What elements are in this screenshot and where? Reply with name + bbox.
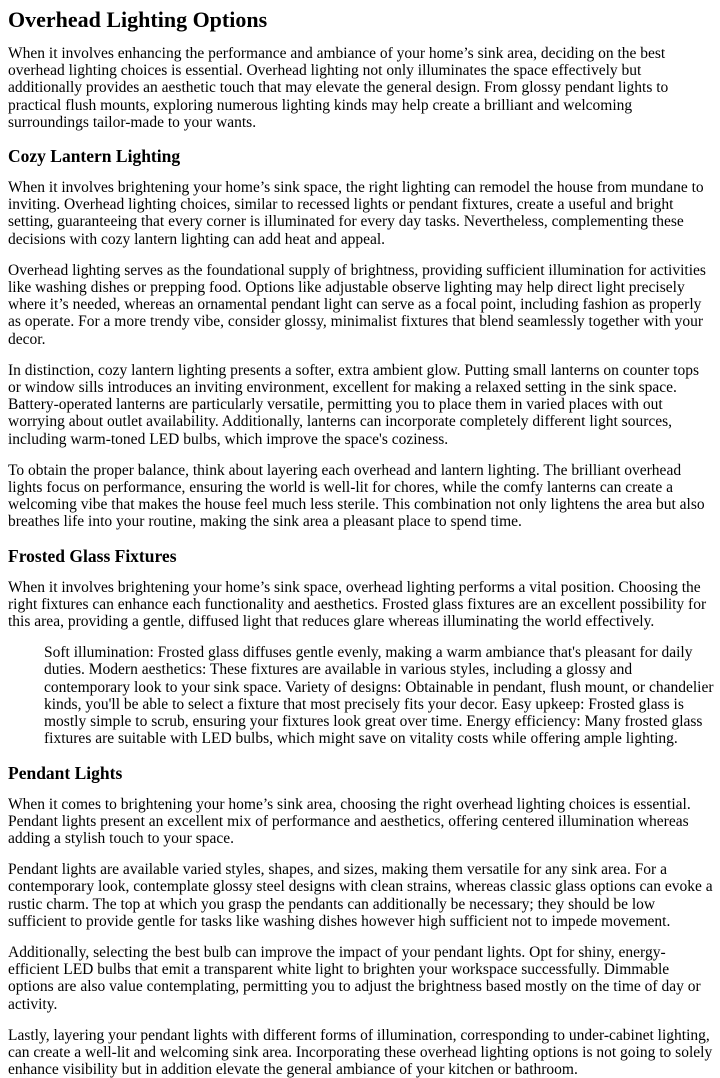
paragraph: When it comes to brightening your home’s sink area, choosing the right overhead lighting choices is essential. Pendant lights present an excellent mix of performance and aesthetics, offering centered illumination whereas adding a stylish touch to your space. — [8, 795, 691, 847]
page-title: Overhead Lighting Options — [8, 7, 268, 32]
section-heading-pendant-lights: Pendant Lights — [8, 762, 123, 783]
paragraph: Additionally, selecting the best bulb can improve the impact of your pendant lights. Opt for shiny, energy-efficient LED bulbs that emit a transparent white light to brighten your workspace successfully. Dimmable options are also value contemplating, permitting you to adjust the brightness based mostly on the time of day or activity. — [8, 943, 701, 1013]
paragraph: Lastly, layering your pendant lights with different forms of illumination, corresponding to under-cabinet lighting, can create a well-lit and welcoming sink area. Incorporating these overhead lighting options is not going to solely enhance visibility but in addition elevate the general ambiance of your kitchen or bathroom. — [8, 1026, 713, 1078]
paragraph: In distinction, cozy lantern lighting presents a softer, extra ambient glow. Putting small lanterns on counter tops or window sills introduces an inviting environment, excellent for making a relaxed setting in the sink space. Battery-operated lanterns are particularly versatile, permitting you to place them in varied places with out worrying about outlet availability. Additionally, lanterns can incorporate completely different light sources, including warm-toned LED bulbs, which improve the space's coziness. — [8, 361, 699, 448]
paragraph: To obtain the proper balance, think about layering each overhead and lantern lighting. The brilliant overhead lights focus on performance, ensuring the world is well-lit for chores, while the comfy lanterns can create a welcoming vibe that makes the house feel much less sterile. This combination not only lightens the area but also breathes life into your routine, making the sink area a pleasant place to spend time. — [8, 461, 705, 531]
blockquote: Soft illumination: Frosted glass diffuses gentle evenly, making a warm ambiance that's pleasant for daily duties. Modern aesthetics: These fixtures are available in various styles, including a glossy and contemporary look to your sink space. Variety of designs: Obtainable in pendant, flush mount, or chandelier kinds, you'll be able to select a fixture that most precisely fits your decor. Easy upkeep: Frosted glass is mostly simple to scrub, ensuring your fixtures look great over time. Energy efficiency: Many frosted glass fixtures are suitable with LED bulbs, which might save on vitality costs while offering ample lighting. — [44, 644, 714, 748]
intro-paragraph: When it involves enhancing the performance and ambiance of your home’s sink area, deciding on the best overhead lighting choices is essential. Overhead lighting not only illuminates the space effectively but additionally provides an aesthetic touch that may elevate the general design. From glossy pendant lights to practical flush mounts, exploring numerous lighting kinds may help create a brilliant and welcoming surroundings tailor-made to your wants. — [8, 45, 669, 131]
article — [0, 7, 714, 1078]
paragraph: Pendant lights are available varied styles, shapes, and sizes, making them versatile for any sink area. For a contemporary look, contemplate glossy steel designs with clean strains, whereas classic glass options can evoke a rustic charm. The top at which you grasp the pendants can additionally be necessary; they should be low sufficient to provide gentle for tasks like washing dishes however high sufficient not to impede movement. — [8, 861, 713, 930]
paragraph: Overhead lighting serves as the foundational supply of brightness, providing sufficient illumination for activities like washing dishes or prepping food. Options like adjustable observe lighting may help direct light precisely where it’s needed, whereas an ornamental pendant light can serve as a focal point, including fashion as properly as operate. For a more trendy vibe, consider glossy, minimalist fixtures that blend seamlessly together with your decor. — [8, 261, 706, 348]
section-heading-frosted-glass: Frosted Glass Fixtures — [8, 545, 177, 566]
paragraph: When it involves brightening your home’s sink space, the right lighting can remodel the house from mundane to inviting. Overhead lighting choices, similar to recessed lights or pendant fixtures, create a useful and bright setting, guaranteeing that every corner is illuminated for every day tasks. Nevertheless, complementing these decisions with cozy lantern lighting can add heat and appeal. — [8, 179, 704, 248]
section-heading-cozy-lantern: Cozy Lantern Lighting — [8, 146, 181, 167]
paragraph: When it involves brightening your home’s sink space, overhead lighting performs a vital position. Choosing the right fixtures can enhance each functionality and aesthetics. Frosted glass fixtures are an excellent possibility for this area, providing a gentle, diffused light that reduces glare whereas illuminating the world effectively. — [8, 578, 707, 631]
